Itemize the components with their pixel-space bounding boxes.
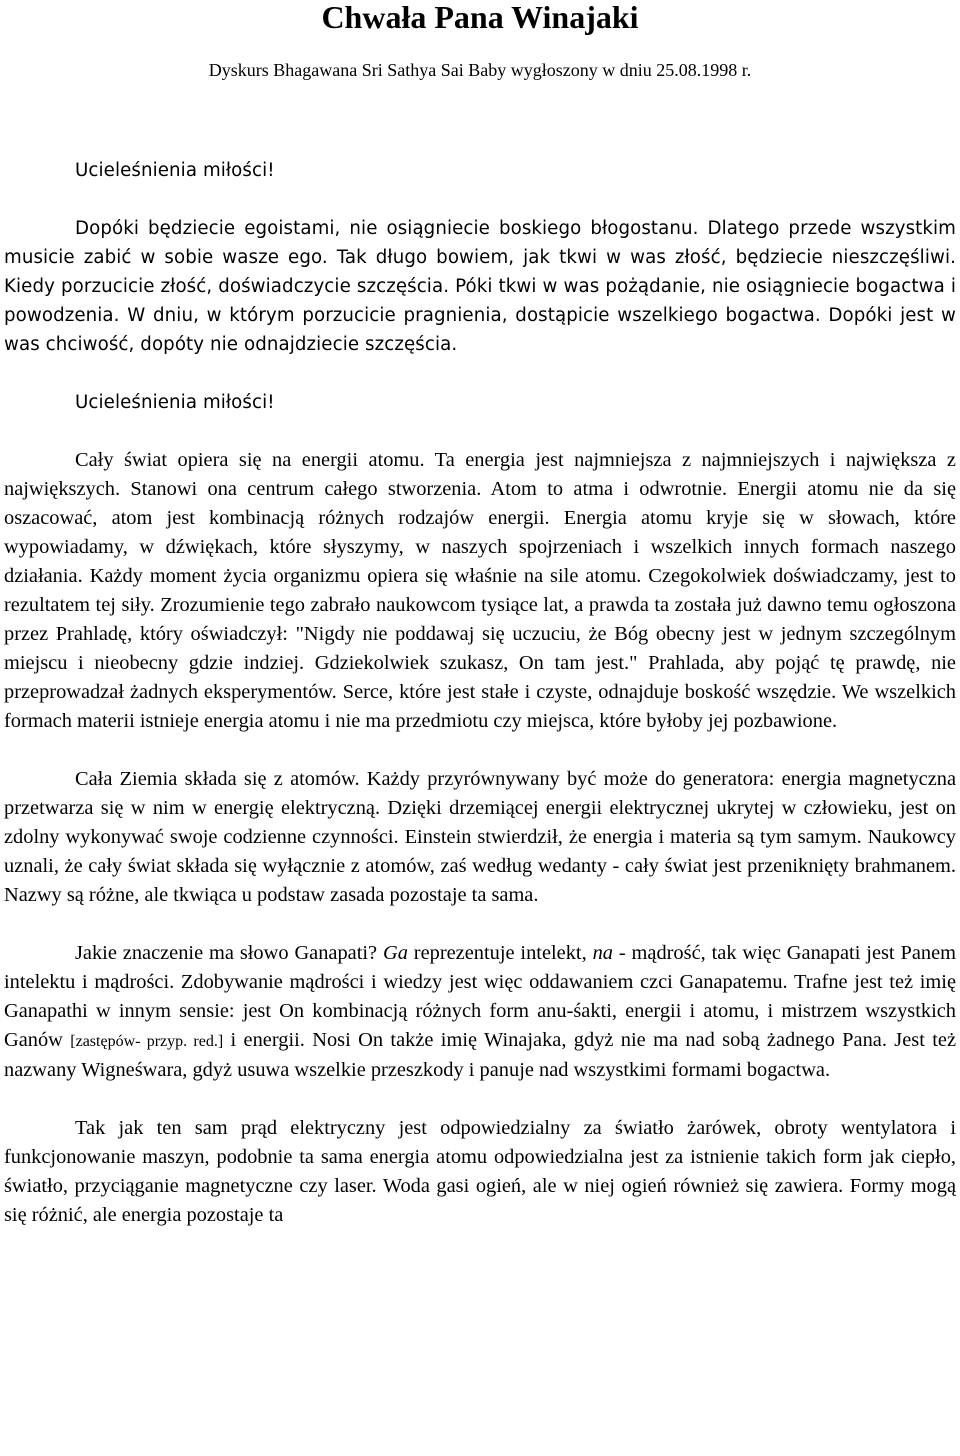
paragraph-2: Cały świat opiera się na energii atomu. Ta energia jest najmniejsza z najmniejszych i największa z największych. Stanowi ona centrum całego stworzenia. Atom to atma i odwrotnie. Energii atomu nie da się oszacować, atom jest kombinacją różnych rodzajów energii. Energia atomu kryje się w słowach, które wypowiadamy, w dźwiękach, które słyszymy, w naszych spojrzeniach i wszelkich innych formach naszego działania. Każdy moment życia organizmu opiera się właśnie na sile atomu. Czegokolwiek doświadczamy, jest to rezultatem tej siły. Zrozumienie tego zabrało naukowcom tysiące lat, a prawda ta została już dawno temu ogłoszona przez Prahladę, który oświadczył: "Nigdy nie poddawaj się uczuciu, że Bóg obecny jest w jednym szczególnym miejscu i nieobecny gdzie indziej. Gdziekolwiek szukasz, On tam jest." Prahlada, aby pojąć tę prawdę, nie przeprowadzał żadnych eksperymentów. Serce, które jest stałe i czyste, odnajduje boskość wszędzie. We wszelkich formach materii istnieje energia atomu i nie ma przedmiotu czy miejsca, które byłoby jej pozbawione. [4,449,956,732]
paragraph-gap [4,185,956,214]
greeting-1: Ucieleśnienia miłości! [75,160,275,181]
paragraph-4-ga: Ga [382,942,408,964]
paragraph-4-na: na [592,942,613,964]
paragraph-4-part-b: reprezentuje intelekt, [407,942,593,964]
document-subtitle: Dyskurs Bhagawana Sri Sathya Sai Baby wygłoszony w dniu 25.08.1998 r. [208,60,752,80]
paragraph-gap [4,910,956,939]
greeting-2: Ucieleśnienia miłości! [75,392,275,413]
paragraph-gap [4,736,956,765]
paragraph-4-part-d: i energii. Nosi On także imię Winajaka, gdyż nie ma nad sobą żadnego Pana. Jest też nazwany Wigneśwara, gdyż usuwa wszelkie przeszkody i panuje nad wszystkimi formami bogactwa. [4,1029,956,1081]
paragraph-1: Dopóki będziecie egoistami, nie osiągniecie boskiego błogostanu. Dlatego przede wszystkim musicie zabić w sobie wasze ego. Tak długo bowiem, jak tkwi w was złość, będziecie nieszczęśliwi. Kiedy porzucicie złość, doświadczycie szczęścia. Póki tkwi w was pożądanie, nie osiągniecie bogactwa i powodzenia. W dniu, w którym porzucicie pragnienia, dostąpicie wszelkiego bogactwa. Dopóki jest w was chciwość, dopóty nie odnajdziecie szczęścia. [4,218,956,355]
editor-note: [zastępów- przyp. red.] [70,1033,224,1050]
paragraph-5: Tak jak ten sam prąd elektryczny jest odpowiedzialny za światło żarówek, obroty wentylatora i funkcjonowanie maszyn, podobnie ta sama energia atomu odpowiedzialna jest za istnienie takich form jak ciepło, światło, przyciąganie magnetyczne czy laser. Woda gasi ogień, ale w niej ogień również się zawiera. Formy mogą się różnić, ale energia pozostaje ta [4,1117,956,1226]
paragraph-4 [4,939,956,1085]
paragraph-gap [4,359,956,388]
paragraph-4-part-c: - mądrość, tak więc Ganapati jest Panem intelektu i mądrości. Zdobywanie mądrości i wiedzy jest więc oddawaniem czci Ganapatemu. Trafne jest też imię Ganapathi w innym sensie: jest On kombinacją różnych form anu-śakti, energii i atomu, i mistrzem wszystkich Ganów [4,942,956,1051]
paragraph-3: Cała Ziemia składa się z atomów. Każdy przyrównywany być może do generatora: energia magnetyczna przetwarza się w nim w energię elektryczną. Dzięki drzemiącej energii elektrycznej ukrytej w człowieku, jest on zdolny wykonywać swoje codzienne czynności. Einstein stwierdził, że energia i materia są tym samym. Naukowcy uznali, że cały świat składa się wyłącznie z atomów, zaś według wedanty - cały świat jest przeniknięty brahmanem. Nazwy są różne, ale tkwiąca u podstaw zasada pozostaje ta sama. [4,768,956,906]
document-title: Chwała Pana Winajaki [321,0,639,35]
paragraph-4-part-a: Jakie znaczenie ma słowo Ganapati? [75,942,383,964]
document-page [4,0,956,1230]
paragraph-gap [4,417,956,446]
paragraph-gap [4,1085,956,1114]
